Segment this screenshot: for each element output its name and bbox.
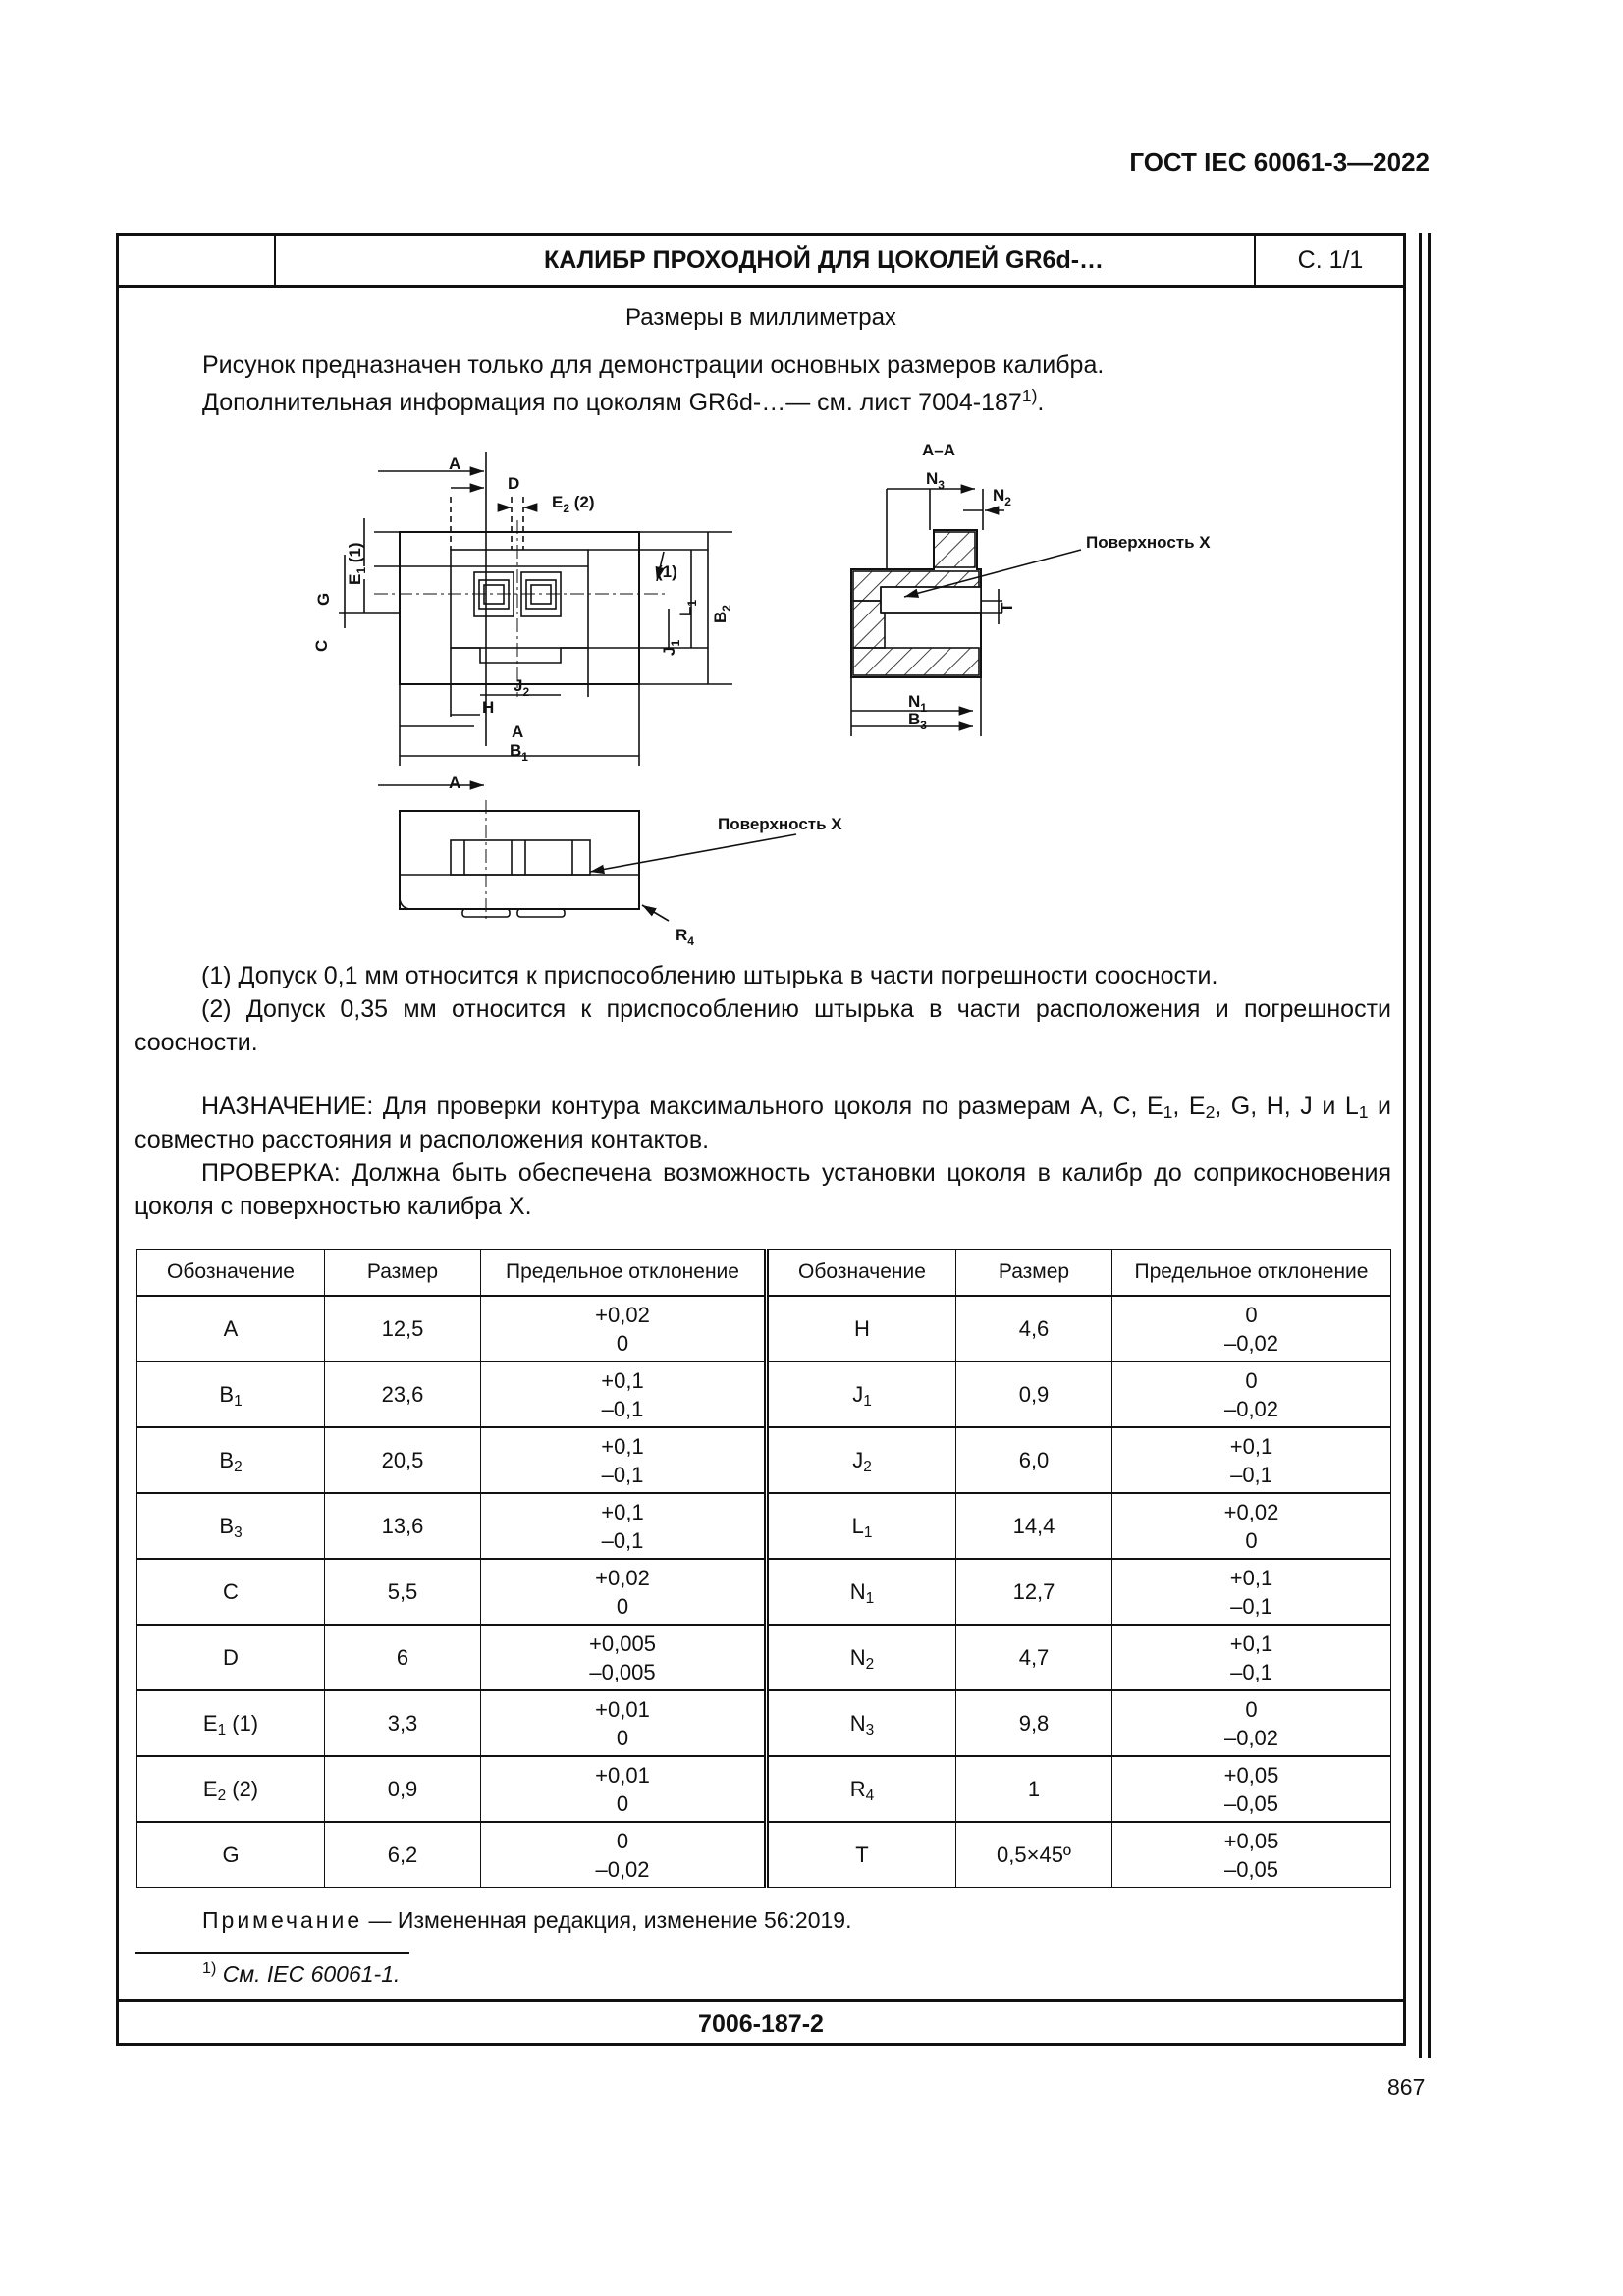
table-row bbox=[137, 1296, 1391, 1362]
cell-symbol-2: $J_1$ bbox=[767, 1362, 956, 1427]
cell-tolerance-2: +0,1 –0,1 bbox=[1112, 1427, 1391, 1493]
intro-line-1: Рисунок предназначен только для демонстрации основных размеров калибра. bbox=[202, 351, 1105, 379]
svg-text:R4: $R_4$ bbox=[676, 926, 694, 948]
check-paragraph: ПРОВЕРКА: Должна быть обеспечена возможность установки цоколя в калибр до соприкосновения цоколя с поверхностью калибра X. bbox=[135, 1159, 1391, 1220]
table-row bbox=[137, 1756, 1391, 1822]
footnote-separator bbox=[135, 1952, 409, 1954]
col-header-size: Размер bbox=[325, 1250, 481, 1297]
cell-size: 0,9 bbox=[325, 1756, 481, 1822]
sheet-title: КАЛИБР ПРОХОДНОЙ ДЛЯ ЦОКОЛЕЙ GR6d-… bbox=[543, 246, 1105, 274]
sheet-frame bbox=[116, 233, 1406, 2046]
col-header-symbol-2: Обозначение bbox=[767, 1250, 956, 1297]
tolerance-note-1: (1) Допуск 0,1 мм относится к приспособлению штырька в части погрешности соосности. bbox=[201, 962, 1218, 989]
sheet-number: С. 1/1 bbox=[1254, 236, 1405, 285]
purpose-text-b: , E bbox=[1172, 1093, 1206, 1120]
tolerance-notes bbox=[135, 959, 1391, 1059]
cell-tolerance-2: 0 –0,02 bbox=[1112, 1690, 1391, 1756]
section-view bbox=[851, 489, 1081, 736]
gauge-drawing bbox=[119, 236, 1405, 962]
svg-text:B3: $B_3$ bbox=[908, 710, 927, 732]
footnote bbox=[202, 1961, 400, 1988]
cell-symbol: $B_1$ bbox=[137, 1362, 325, 1427]
purpose-sub-3: 1 bbox=[1358, 1102, 1369, 1122]
svg-text:J2: $J_2$ bbox=[514, 676, 530, 699]
table-row bbox=[137, 1493, 1391, 1559]
cell-symbol-2: T bbox=[767, 1822, 956, 1888]
svg-text:H: H bbox=[482, 698, 495, 717]
page-number: 867 bbox=[1387, 2074, 1426, 2100]
cell-tolerance: +0,005 –0,005 bbox=[481, 1625, 767, 1690]
cell-size: 5,5 bbox=[325, 1559, 481, 1625]
svg-text:E2 (2): $E_2$ (2) bbox=[552, 493, 595, 515]
col-header-size-2: Размер bbox=[956, 1250, 1112, 1297]
cell-size-2: 0,9 bbox=[956, 1362, 1112, 1427]
cell-symbol-2: $N_1$ bbox=[767, 1559, 956, 1625]
cell-size: 13,6 bbox=[325, 1493, 481, 1559]
cell-symbol: $E_2$ (2) bbox=[137, 1756, 325, 1822]
svg-text:N3: $N_3$ bbox=[926, 469, 945, 492]
tolerance-note-2: (2) Допуск 0,35 мм относится к приспособлению штырька в части расположения и погрешности соосности. bbox=[135, 995, 1391, 1056]
cell-symbol-2: $R_4$ bbox=[767, 1756, 956, 1822]
note-text: — Измененная редакция, изменение 56:2019. bbox=[362, 1907, 852, 1933]
front-view-labels bbox=[676, 815, 842, 948]
cell-symbol: $B_3$ bbox=[137, 1493, 325, 1559]
cell-symbol-2: $N_3$ bbox=[767, 1690, 956, 1756]
cell-symbol-2: $J_2$ bbox=[767, 1427, 956, 1493]
cell-tolerance: +0,1 –0,1 bbox=[481, 1493, 767, 1559]
table-row bbox=[137, 1362, 1391, 1427]
surface-label-front: Поверхность X bbox=[718, 815, 842, 833]
section-label: А–А bbox=[922, 441, 956, 459]
cell-size-2: 14,4 bbox=[956, 1493, 1112, 1559]
units-note: Размеры в миллиметрах bbox=[625, 304, 896, 331]
surface-label-section: Поверхность X bbox=[1086, 533, 1211, 552]
cell-tolerance-2: +0,05 –0,05 bbox=[1112, 1822, 1391, 1888]
cell-tolerance: +0,1 –0,1 bbox=[481, 1362, 767, 1427]
cell-size: 20,5 bbox=[325, 1427, 481, 1493]
purpose-text-d: и совместно расстояния и расположения контактов. bbox=[135, 1093, 1391, 1153]
cell-symbol: $E_1$ (1) bbox=[137, 1690, 325, 1756]
cell-size: 23,6 bbox=[325, 1362, 481, 1427]
svg-text:B2: $B_2$ bbox=[711, 605, 733, 623]
cell-tolerance-2: +0,1 –0,1 bbox=[1112, 1625, 1391, 1690]
svg-text:A: A bbox=[449, 454, 461, 473]
purpose-text-c: , G, H, J и L bbox=[1215, 1093, 1359, 1120]
col-header-symbol: Обозначение bbox=[137, 1250, 325, 1297]
cell-tolerance: +0,01 0 bbox=[481, 1756, 767, 1822]
cell-tolerance: +0,01 0 bbox=[481, 1690, 767, 1756]
svg-text:A: A bbox=[512, 722, 524, 741]
svg-text:E1 (1): $E_1$ (1) bbox=[346, 542, 368, 585]
table-body bbox=[137, 1296, 1391, 1888]
cell-symbol: C bbox=[137, 1559, 325, 1625]
intro-line-2-end: . bbox=[1037, 389, 1045, 416]
col-header-tolerance: Предельное отклонение bbox=[481, 1250, 767, 1297]
svg-text:B1: $B_1$ bbox=[510, 741, 528, 764]
cell-size: 6,2 bbox=[325, 1822, 481, 1888]
cell-symbol: A bbox=[137, 1296, 325, 1362]
purpose-text-a: НАЗНАЧЕНИЕ: Для проверки контура максимального цоколя по размерам А, С, E bbox=[201, 1093, 1163, 1120]
cell-tolerance-2: +0,05 –0,05 bbox=[1112, 1756, 1391, 1822]
frame-double-line-inner bbox=[1428, 233, 1431, 2058]
table-row bbox=[137, 1559, 1391, 1625]
table-header-row bbox=[137, 1250, 1391, 1297]
footnote-text: См. IEC 60061-1. bbox=[216, 1961, 401, 1987]
intro-line-2-text: Дополнительная информация по цоколям GR6d-…— см. лист 7004-187 bbox=[202, 389, 1022, 416]
svg-text:N2: $N_2$ bbox=[993, 486, 1011, 508]
cell-size-2: 1 bbox=[956, 1756, 1112, 1822]
cell-size-2: 4,7 bbox=[956, 1625, 1112, 1690]
cell-tolerance-2: 0 –0,02 bbox=[1112, 1362, 1391, 1427]
table-row bbox=[137, 1690, 1391, 1756]
frame-double-line-outer bbox=[1419, 233, 1422, 2058]
cell-tolerance-2: +0,02 0 bbox=[1112, 1493, 1391, 1559]
cell-symbol-2: $L_1$ bbox=[767, 1493, 956, 1559]
cell-tolerance: +0,02 0 bbox=[481, 1559, 767, 1625]
cell-symbol: $B_2$ bbox=[137, 1427, 325, 1493]
table-row bbox=[137, 1427, 1391, 1493]
cell-symbol: D bbox=[137, 1625, 325, 1690]
cell-size-2: 0,5×45º bbox=[956, 1822, 1112, 1888]
cell-tolerance-2: 0 –0,02 bbox=[1112, 1296, 1391, 1362]
svg-text:G: G bbox=[314, 592, 333, 606]
svg-text:N1: $N_1$ bbox=[908, 692, 927, 715]
cell-symbol: G bbox=[137, 1822, 325, 1888]
svg-text:L1: $L_1$ bbox=[676, 599, 699, 616]
note-label: Примечание bbox=[202, 1907, 363, 1933]
cell-symbol-2: $N_2$ bbox=[767, 1625, 956, 1690]
svg-text:J1: $J_1$ bbox=[660, 639, 682, 656]
top-view bbox=[339, 452, 732, 785]
svg-text:A: A bbox=[449, 774, 461, 792]
note bbox=[202, 1907, 852, 1934]
purpose-text bbox=[135, 1090, 1391, 1223]
svg-text:C: C bbox=[312, 639, 331, 652]
cell-tolerance: +0,02 0 bbox=[481, 1296, 767, 1362]
cell-size-2: 4,6 bbox=[956, 1296, 1112, 1362]
table-row bbox=[137, 1822, 1391, 1888]
purpose-paragraph bbox=[135, 1090, 1391, 1156]
svg-text:(1): (1) bbox=[657, 562, 677, 581]
cell-size-2: 6,0 bbox=[956, 1427, 1112, 1493]
cell-symbol-2: H bbox=[767, 1296, 956, 1362]
cell-tolerance: +0,1 –0,1 bbox=[481, 1427, 767, 1493]
sheet-code: 7006-187-2 bbox=[698, 2010, 824, 2038]
svg-text:D: D bbox=[508, 474, 520, 493]
cell-tolerance-2: +0,1 –0,1 bbox=[1112, 1559, 1391, 1625]
top-view-labels bbox=[312, 454, 733, 792]
cell-size: 12,5 bbox=[325, 1296, 481, 1362]
standard-number: ГОСТ IEC 60061-3—2022 bbox=[1129, 147, 1430, 177]
dimensions-table bbox=[136, 1249, 1391, 1888]
table-row bbox=[137, 1625, 1391, 1690]
purpose-sub-1: 1 bbox=[1163, 1102, 1173, 1122]
cell-size: 6 bbox=[325, 1625, 481, 1690]
svg-text:T: T bbox=[998, 602, 1016, 613]
cell-size-2: 12,7 bbox=[956, 1559, 1112, 1625]
footnote-mark: 1) bbox=[202, 1959, 217, 1977]
intro-footnote-ref: 1) bbox=[1021, 386, 1038, 405]
col-header-tolerance-2: Предельное отклонение bbox=[1112, 1250, 1391, 1297]
purpose-sub-2: 2 bbox=[1205, 1102, 1216, 1122]
cell-size-2: 9,8 bbox=[956, 1690, 1112, 1756]
cell-size: 3,3 bbox=[325, 1690, 481, 1756]
footer-divider bbox=[119, 1999, 1403, 2002]
cell-tolerance: 0 –0,02 bbox=[481, 1822, 767, 1888]
